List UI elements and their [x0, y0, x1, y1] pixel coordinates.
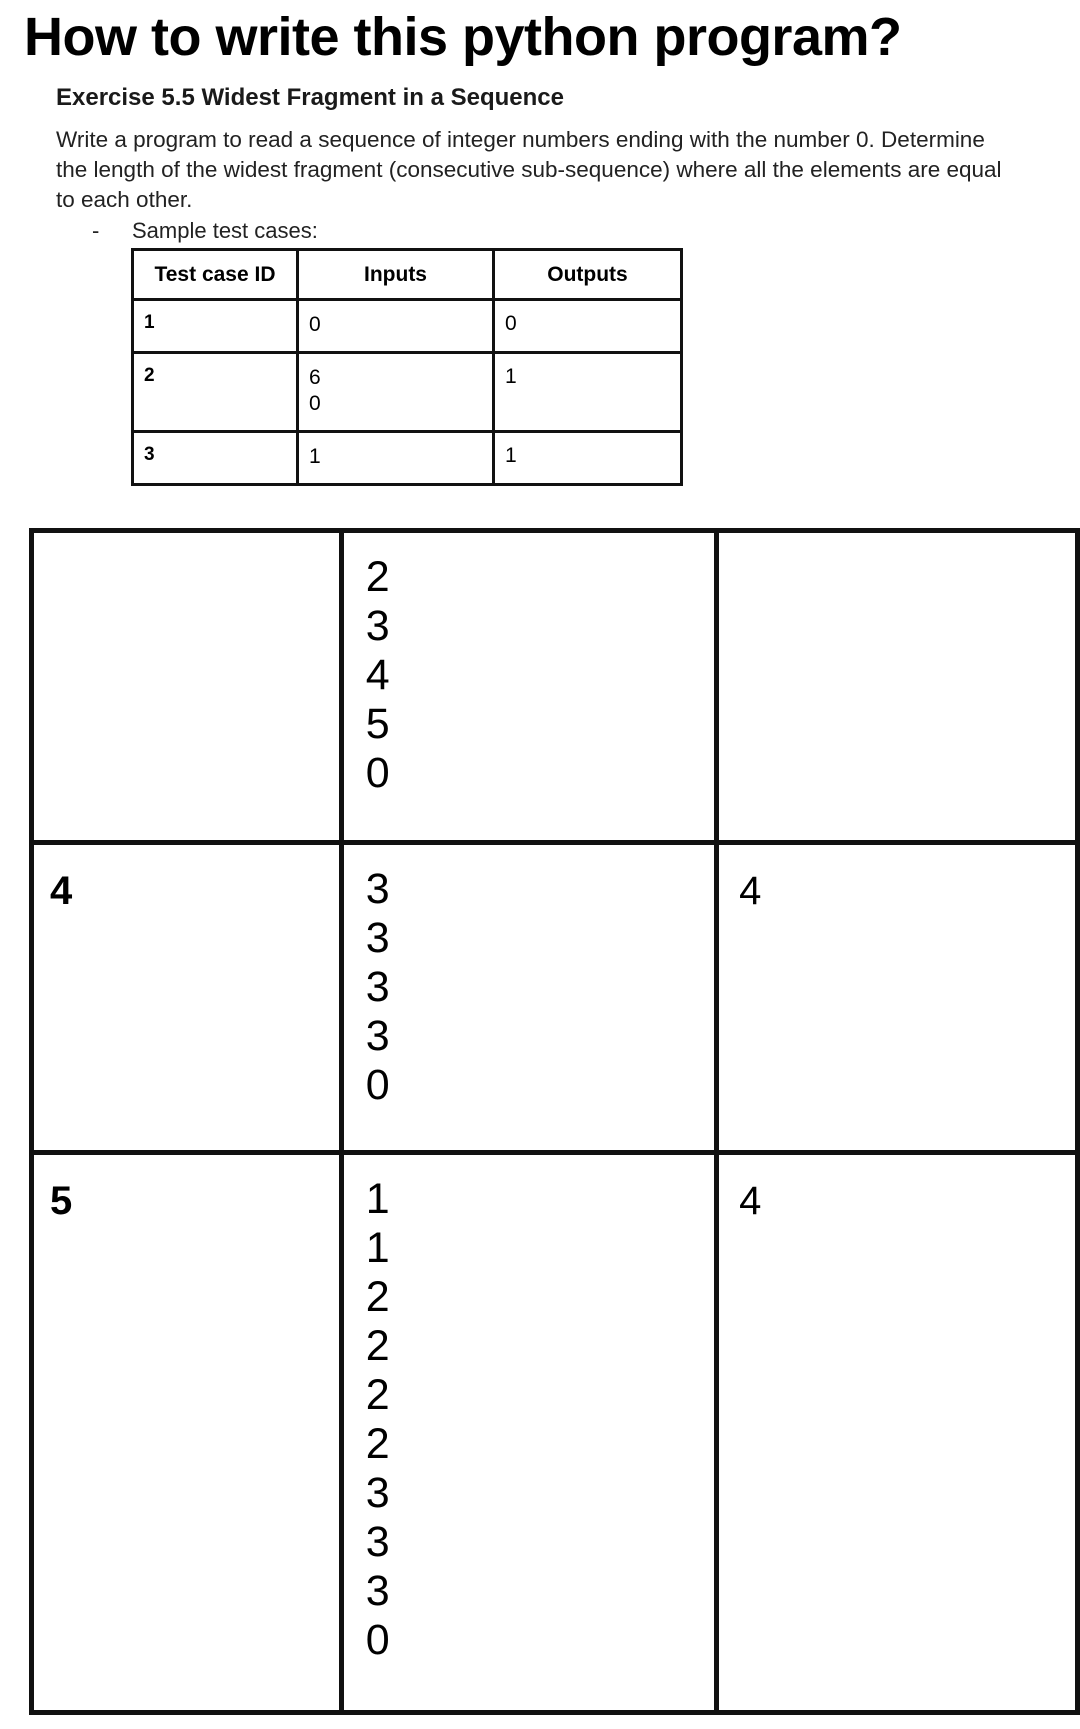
input-value: 0 — [365, 749, 390, 797]
input-value: 3 — [365, 1012, 390, 1060]
exercise-heading: Exercise 5.5 Widest Fragment in a Sequence — [56, 84, 564, 111]
input-value: 3 — [365, 1469, 390, 1517]
test-output: 0 — [494, 300, 682, 353]
description-line: the length of the widest fragment (consecutive sub-sequence) where all the elements are equal — [56, 157, 1002, 182]
test-inputs — [298, 300, 494, 353]
test-inputs — [298, 432, 494, 485]
test-case-id: 3 — [133, 432, 298, 485]
header-inputs: Inputs — [298, 250, 494, 300]
header-test-case-id: Test case ID — [133, 250, 298, 300]
table-row — [133, 432, 682, 485]
table-row — [133, 353, 682, 432]
table-header-row — [133, 250, 682, 300]
page-title: How to write this python program? — [24, 7, 902, 67]
test-output: 4 — [717, 1153, 1078, 1713]
test-inputs — [341, 843, 716, 1153]
input-value: 2 — [365, 553, 390, 601]
table-row — [133, 300, 682, 353]
input-value: 2 — [365, 1420, 390, 1468]
input-value: 3 — [365, 602, 390, 650]
input-value: 3 — [365, 1518, 390, 1566]
header-outputs: Outputs — [494, 250, 682, 300]
input-value: 5 — [365, 700, 390, 748]
input-value: 0 — [309, 392, 321, 415]
input-value: 0 — [365, 1061, 390, 1109]
input-value: 1 — [365, 1224, 390, 1272]
input-value: 1 — [309, 445, 321, 468]
bullet-dash: - — [92, 218, 100, 243]
test-output: 4 — [717, 843, 1078, 1153]
table-row — [32, 531, 1078, 843]
description-line: Write a program to read a sequence of integer numbers ending with the number 0. Determine — [56, 127, 985, 152]
test-inputs — [341, 531, 716, 843]
continued-test-table — [29, 528, 1080, 1715]
input-value: 3 — [365, 1567, 390, 1615]
input-value: 3 — [365, 963, 390, 1011]
input-value: 2 — [365, 1273, 390, 1321]
test-case-id — [32, 531, 342, 843]
description-line: to each other. — [56, 187, 193, 212]
test-output: 1 — [494, 353, 682, 432]
input-value: 3 — [365, 865, 390, 913]
test-case-id: 1 — [133, 300, 298, 353]
input-value: 2 — [365, 1371, 390, 1419]
sample-test-table — [131, 248, 683, 486]
input-value: 1 — [365, 1175, 390, 1223]
input-value: 3 — [365, 914, 390, 962]
bullet-text: Sample test cases: — [132, 218, 318, 243]
input-value: 2 — [365, 1322, 390, 1370]
sample-test-cases-bullet — [92, 218, 318, 244]
test-case-id: 4 — [32, 843, 342, 1153]
exercise-description — [56, 125, 1046, 215]
test-inputs — [298, 353, 494, 432]
test-output — [717, 531, 1078, 843]
table-row — [32, 1153, 1078, 1713]
input-value: 4 — [365, 651, 390, 699]
test-case-id: 2 — [133, 353, 298, 432]
input-value: 0 — [309, 313, 321, 336]
test-inputs — [341, 1153, 716, 1713]
table-row — [32, 843, 1078, 1153]
input-value: 6 — [309, 366, 321, 389]
test-case-id: 5 — [32, 1153, 342, 1713]
test-output: 1 — [494, 432, 682, 485]
input-value: 0 — [365, 1616, 390, 1664]
